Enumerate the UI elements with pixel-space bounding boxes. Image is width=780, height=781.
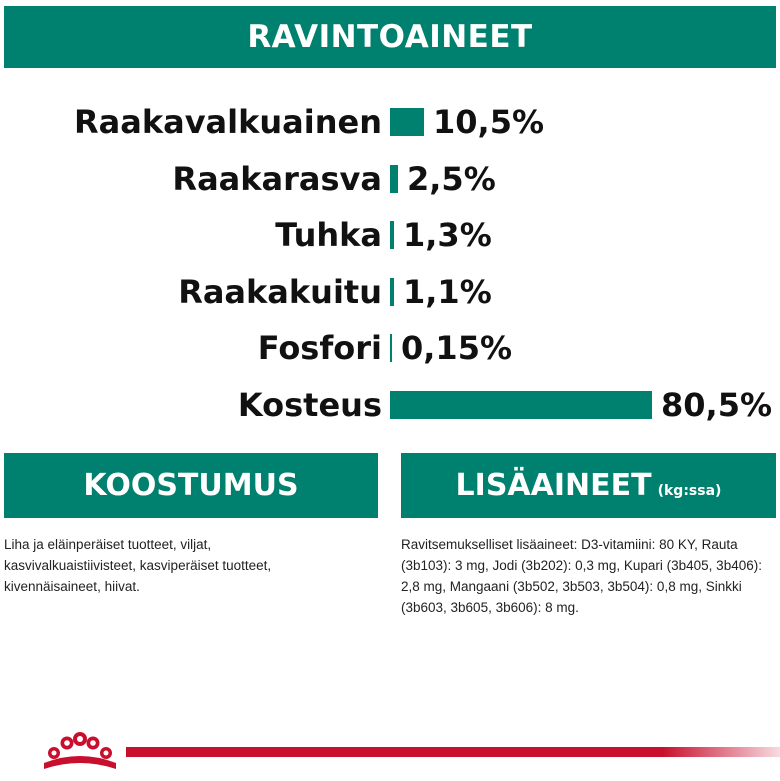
- nutrient-bar: [390, 108, 424, 136]
- nutrient-label: Raakakuitu: [178, 272, 382, 311]
- nutrients-header: [4, 6, 776, 68]
- nutrient-label: Fosfori: [257, 329, 382, 367]
- nutrient-value: 80,5%: [661, 385, 773, 424]
- composition-title: KOOSTUMUS: [83, 468, 299, 503]
- composition-text: Liha ja eläinperäiset tuotteet, viljat, kasvivalkuaistiivisteet, kasviperäiset tuotteet, kivennäisaineet, hiivat.: [4, 537, 272, 594]
- nutrient-row: [0, 155, 780, 203]
- nutrient-bar: [390, 334, 392, 362]
- nutrient-bar: [390, 165, 398, 193]
- nutrient-row: [0, 98, 780, 146]
- additives-text: Ravitsemukselliset lisäaineet: D3-vitamiini: 80 KY, Rauta (3b103): 3 mg, Jodi (3b202): 0,3 mg, Kupari (3b405, 3b406): 2,8 mg, Mangaani (3b502, 3b503, 3b504): 0,8 mg, Sinkki (3b603, 3b605, 3b606): 8 mg.: [401, 537, 762, 615]
- nutrient-bar: [390, 278, 394, 306]
- nutrient-value: 10,5%: [433, 103, 545, 141]
- brand-stripe: [126, 747, 780, 757]
- additives-header: [401, 453, 776, 518]
- nutrient-label: Raakavalkuainen: [73, 103, 382, 141]
- nutrient-label: Tuhka: [275, 216, 382, 254]
- composition-header: [4, 453, 378, 518]
- nutrient-row: [0, 381, 780, 429]
- nutrient-value: 1,3%: [403, 216, 492, 254]
- additives-title: LISÄAINEET: [455, 468, 652, 503]
- nutrient-row: [0, 324, 780, 372]
- nutrient-bar: [390, 391, 652, 419]
- nutrient-label: Raakarasva: [172, 159, 382, 198]
- nutrient-bar: [390, 221, 394, 249]
- nutrient-row: [0, 268, 780, 316]
- nutrient-label: Kosteus: [237, 385, 382, 424]
- nutrient-value: 0,15%: [401, 329, 513, 367]
- nutrients-title: RAVINTOAINEET: [247, 19, 533, 55]
- nutrient-value: 2,5%: [407, 159, 496, 198]
- nutrient-row: [0, 211, 780, 259]
- nutrient-value: 1,1%: [403, 272, 492, 311]
- crown-icon: [36, 727, 124, 775]
- additives-unit: (kg:ssa): [657, 482, 722, 499]
